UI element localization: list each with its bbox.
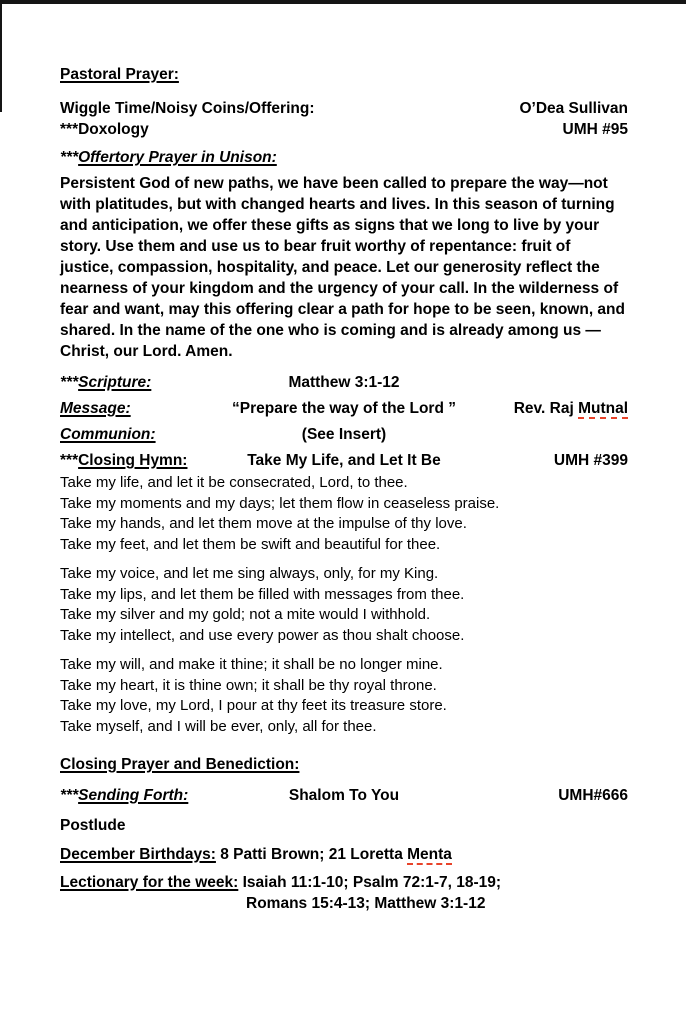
offertory-prayer-heading-text: Offertory Prayer in Unison: <box>78 149 277 166</box>
hymn-line: Take my will, and make it thine; it shall be no longer mine. <box>60 656 443 673</box>
hymn-verse-3 <box>60 655 628 737</box>
scripture-stars: *** <box>60 374 79 391</box>
closing-hymn-label-text: Closing Hymn: <box>78 452 188 469</box>
sending-forth-stars: *** <box>60 787 79 804</box>
closing-prayer-heading: Closing Prayer and Benediction: <box>60 756 300 773</box>
birthdays-entries: 8 Patti Brown; 21 Loretta <box>215 846 408 863</box>
closing-hymn-number: UMH #399 <box>553 452 628 469</box>
birthdays-name-spellcheck: Menta <box>407 846 452 863</box>
sending-forth-row <box>60 785 628 806</box>
doxology-hymn-number: UMH #95 <box>562 121 628 138</box>
communion-note: (See Insert) <box>301 426 387 443</box>
postlude-row <box>60 815 628 836</box>
closing-prayer-row <box>60 754 628 775</box>
message-speaker-name: Rev. Raj <box>513 400 579 417</box>
hymn-verse-1 <box>60 473 628 555</box>
doxology-row <box>60 119 628 140</box>
offertory-prayer-heading <box>60 147 277 168</box>
hymn-line: Take my voice, and let me sing always, only, for my King. <box>60 565 439 582</box>
doxology-label: ***Doxology <box>60 121 149 138</box>
scripture-row <box>60 372 628 393</box>
hymn-verse-2 <box>60 564 628 646</box>
offertory-prayer-body: Persistent God of new paths, we have been called to prepare the way—not with platitudes, but with changed hearts and lives. In this season of turning and anticipation, we offer these gifts as signs that we long to live by your story. Use them and use us to bear fruit worthy of repentance: fruit of justice, compassion, hospitality, and peace. Let our generosity reflect the nearness of your kingdom and the urgency of your call. In the wilderness of fear and want, may this offering clear a path for hope to be seen, known, and shared. In the name of the one who is coming and is already among us —Christ, our Lord. Amen. <box>60 175 625 360</box>
closing-hymn-title: Take My Life, and Let It Be <box>247 452 441 469</box>
hymn-line: Take my silver and my gold; not a mite would I withhold. <box>60 606 431 623</box>
sending-forth-label-text: Sending Forth: <box>78 787 189 804</box>
message-speaker-surname-spellcheck: Mutnal <box>578 400 628 417</box>
hymn-line: Take my lips, and let them be filled with messages from thee. <box>60 585 465 603</box>
offering-leader: O’Dea Sullivan <box>519 100 628 117</box>
hymn-line: Take my moments and my days; let them flow in ceaseless praise. <box>60 494 500 512</box>
closing-hymn-row <box>60 450 628 471</box>
message-row <box>60 398 628 419</box>
pastoral-prayer-row <box>60 64 628 85</box>
birthdays-label: December Birthdays: <box>60 846 216 863</box>
sending-forth-number: UMH#666 <box>558 787 628 804</box>
message-label: Message: <box>60 400 131 417</box>
hymn-line: Take myself, and I will be ever, only, all for thee. <box>60 717 377 735</box>
order-of-worship <box>60 64 628 914</box>
pastoral-prayer-heading: Pastoral Prayer: <box>60 66 179 83</box>
closing-hymn-stars: *** <box>60 452 79 469</box>
offertory-prayer-stars: *** <box>60 149 79 166</box>
sending-forth-title: Shalom To You <box>288 787 400 804</box>
hymn-line: Take my hands, and let them move at the impulse of thy love. <box>60 515 467 532</box>
hymn-line: Take my intellect, and use every power as thou shalt choose. <box>60 626 465 644</box>
hymn-line: Take my feet, and let them be swift and beautiful for thee. <box>60 535 441 553</box>
hymn-line: Take my life, and let it be consecrated, Lord, to thee. <box>60 474 408 491</box>
lectionary-line-1 <box>60 872 628 893</box>
scripture-reference: Matthew 3:1-12 <box>288 374 400 391</box>
birthdays-row <box>60 844 628 865</box>
message-speaker <box>514 398 628 419</box>
lectionary-block <box>60 872 628 914</box>
lectionary-line-2: Romans 15:4-13; Matthew 3:1-12 <box>246 895 486 912</box>
offertory-prayer-heading-row <box>60 147 628 168</box>
scan-edge-top <box>0 0 686 4</box>
lectionary-label: Lectionary for the week: <box>60 874 239 891</box>
scan-edge-left <box>0 0 2 112</box>
communion-label: Communion: <box>60 426 156 443</box>
communion-row <box>60 424 628 445</box>
offering-row <box>60 98 628 119</box>
lectionary-readings-1: Isaiah 11:1-10; Psalm 72:1-7, 18-19; <box>238 874 502 891</box>
offering-label: Wiggle Time/Noisy Coins/Offering: <box>60 100 315 117</box>
postlude-label: Postlude <box>60 817 126 834</box>
hymn-line: Take my heart, it is thine own; it shall be thy royal throne. <box>60 676 437 694</box>
birthdays-line <box>60 844 452 865</box>
hymn-line: Take my love, my Lord, I pour at thy feet its treasure store. <box>60 697 447 714</box>
message-title: “Prepare the way of the Lord ” <box>232 400 456 417</box>
scripture-label-text: Scripture: <box>78 374 152 391</box>
